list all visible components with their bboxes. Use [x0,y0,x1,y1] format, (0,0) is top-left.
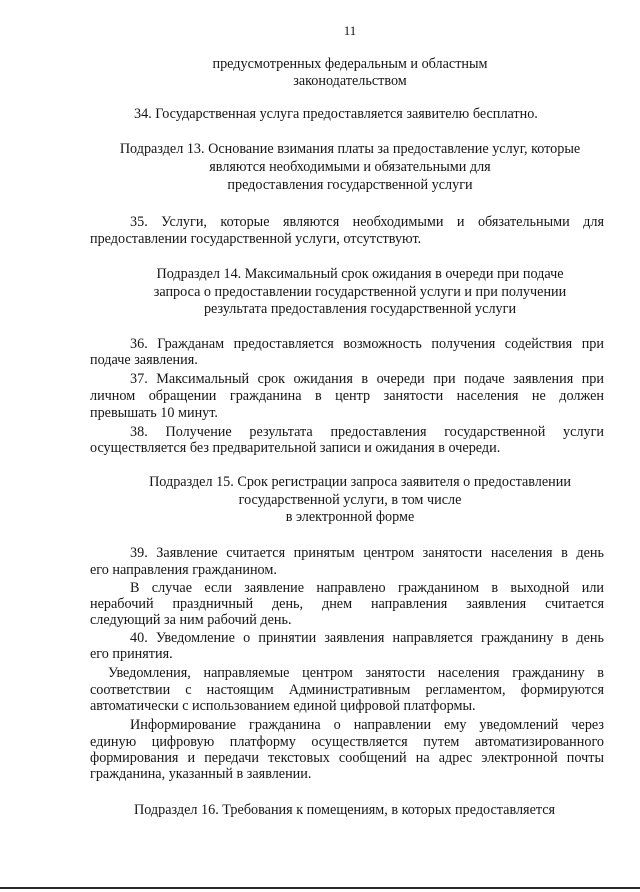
paragraph-line: 38. Получение результата предоставления государственной услуги [130,424,604,440]
subsection-heading-15: в электронной форме [285,509,415,525]
paragraph-line: подаче заявления. [90,352,198,368]
paragraph-line: единую цифровую платформу осуществляется путем автоматизированного [90,734,604,750]
paragraph-line: Информирование гражданина о направлении ему уведомлений через [130,717,604,733]
paragraph-line: формирования и передачи текстовых сообщений на адрес электронной почты [90,750,604,766]
paragraph-line: его принятия. [90,646,173,662]
paragraph-line: гражданина, указанный в заявлении. [90,766,312,782]
paragraph-line: В случае если заявление направлено гражданином в выходной или [130,580,604,596]
paragraph-line: 37. Максимальный срок ожидания в очереди при подаче заявления при [130,371,604,387]
paragraph-line: Уведомления, направляемые центром занятости населения гражданину в [108,665,604,681]
paragraph-line: осуществляется без предварительной записи и ожидания в очереди. [90,440,501,456]
heading-line: законодательством [293,73,407,89]
subsection-heading-13: предоставления государственной услуги [227,177,473,193]
heading-line: предусмотренных федеральным и областным [212,56,488,72]
paragraph-line: предоставлении государственной услуги, отсутствуют. [90,231,422,247]
subsection-heading-14: Подраздел 14. Максимальный срок ожидания в очереди при подаче [156,266,564,282]
paragraph-line: 36. Гражданам предоставляется возможность получения содействия при [130,336,604,352]
page-number: 11 [343,23,357,38]
subsection-heading-14: результата предоставления государственной услуги [203,301,517,317]
subsection-heading-15: Подраздел 15. Срок регистрации запроса заявителя о предоставлении [149,474,571,490]
paragraph-line: превышать 10 минут. [90,405,218,421]
paragraph-line: 35. Услуги, которые являются необходимыми и обязательными для [130,214,604,230]
subsection-heading-15: государственной услуги, в том числе [238,492,462,508]
subsection-heading-13: Подраздел 13. Основание взимания платы за предоставление услуг, которые [119,141,581,157]
paragraph-line: нерабочий праздничный день, днем направления заявления считается [90,596,604,612]
bottom-scan-edge [0,887,640,889]
paragraph-line: автоматически с использованием единой цифровой платформы. [90,698,476,714]
paragraph-line: соответствии с настоящим Административным регламентом, формируются [90,682,604,698]
subsection-heading-16: Подраздел 16. Требования к помещениям, в которых предоставляется [134,802,556,818]
paragraph-line: 39. Заявление считается принятым центром занятости населения в день [130,545,604,561]
subsection-heading-13: являются необходимыми и обязательными для [209,159,491,175]
paragraph-line: следующий за ним рабочий день. [90,612,292,628]
subsection-heading-14: запроса о предоставлении государственной услуги и при получении [153,284,567,300]
paragraph-line: его направления гражданином. [90,562,277,578]
paragraph-line: 40. Уведомление о принятии заявления направляется гражданину в день [130,630,604,646]
paragraph-line: 34. Государственная услуга предоставляется заявителю бесплатно. [134,106,538,122]
paragraph-line: личном обращении гражданина в центр занятости населения не должен [90,388,604,404]
